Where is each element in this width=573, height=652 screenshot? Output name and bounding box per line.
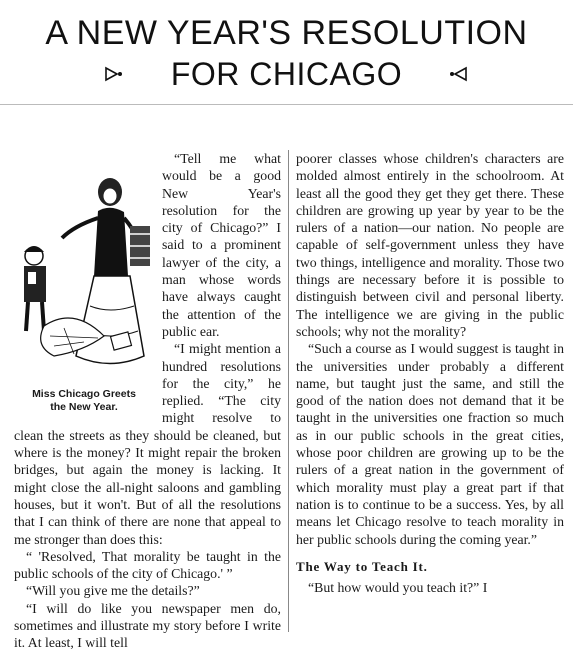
illustration bbox=[14, 156, 154, 416]
caption-line-2: the New Year. bbox=[50, 401, 118, 413]
subheading: The Way to Teach It. bbox=[296, 558, 428, 574]
illustration-caption bbox=[14, 388, 154, 414]
miss-chicago-illustration-icon bbox=[14, 156, 154, 386]
paragraph: “But how would you teach it?” I bbox=[308, 580, 488, 596]
headline-rule bbox=[0, 104, 573, 105]
left-column bbox=[14, 150, 281, 652]
right-column bbox=[296, 150, 564, 596]
caption-line-1: Miss Chicago Greets bbox=[32, 388, 136, 400]
paragraph: “ 'Resolved, That morality be taught in the public schools of the city of Chicago.' ” bbox=[14, 548, 281, 582]
paragraph: poorer classes whose children's characters are molded almost entirely in the schoolroom. At least all the good they get they get there. These children are growing up year by year to be the rulers of a nation—our nation. No people are capable of self-government unless they have two things, intelligence and morality. Those two things are necessary before it is possible to distinguish between civil and personal liberty. The intelligence we are giving in the public schools; why not the morality? bbox=[296, 151, 564, 339]
paragraph: “I might mention a hundred resolutions for the city,” he replied. “The city might resolve to clean the streets as they should be cleaned, but where is the money? It might repair the broken bridges, but again the money is lacking. It might close the all-night saloons and gambling houses, but it won't. But of all the resolutions that I can think of there are none that appeal to me stronger than does this: bbox=[14, 341, 281, 547]
paragraph: “Will you give me the details?” bbox=[26, 583, 200, 599]
ornament-right-icon bbox=[448, 66, 468, 82]
column-divider bbox=[288, 150, 289, 632]
paragraph: “Such a course as I would suggest is taught in the universities under probably a different name, but taught just the same, and still the good of the nation does not demand that it be taught in the universities one fraction so much as in our public schools in the great cities, whose poor children are growing up to be the rulers of a great nation in the government of which morality must play a great part if that nation is to continue to be a success. Yes, by all means let Chicago resolve to teach morality in her public schools during the coming year.” bbox=[296, 341, 564, 547]
paragraph: “I will do like you newspaper men do, sometimes and illustrate my story before I write it. At least, I will tell bbox=[14, 600, 281, 651]
headline-line-2: FOR CHICAGO bbox=[170, 56, 403, 92]
headline-line-1: A NEW YEAR'S RESOLUTION bbox=[45, 14, 528, 52]
paragraph: “Tell me what would be a good New Year's resolution for the city of Chicago?” I said to a prominent lawyer of the city, a man whose words have always caught the attention of the public ear. bbox=[162, 151, 281, 339]
